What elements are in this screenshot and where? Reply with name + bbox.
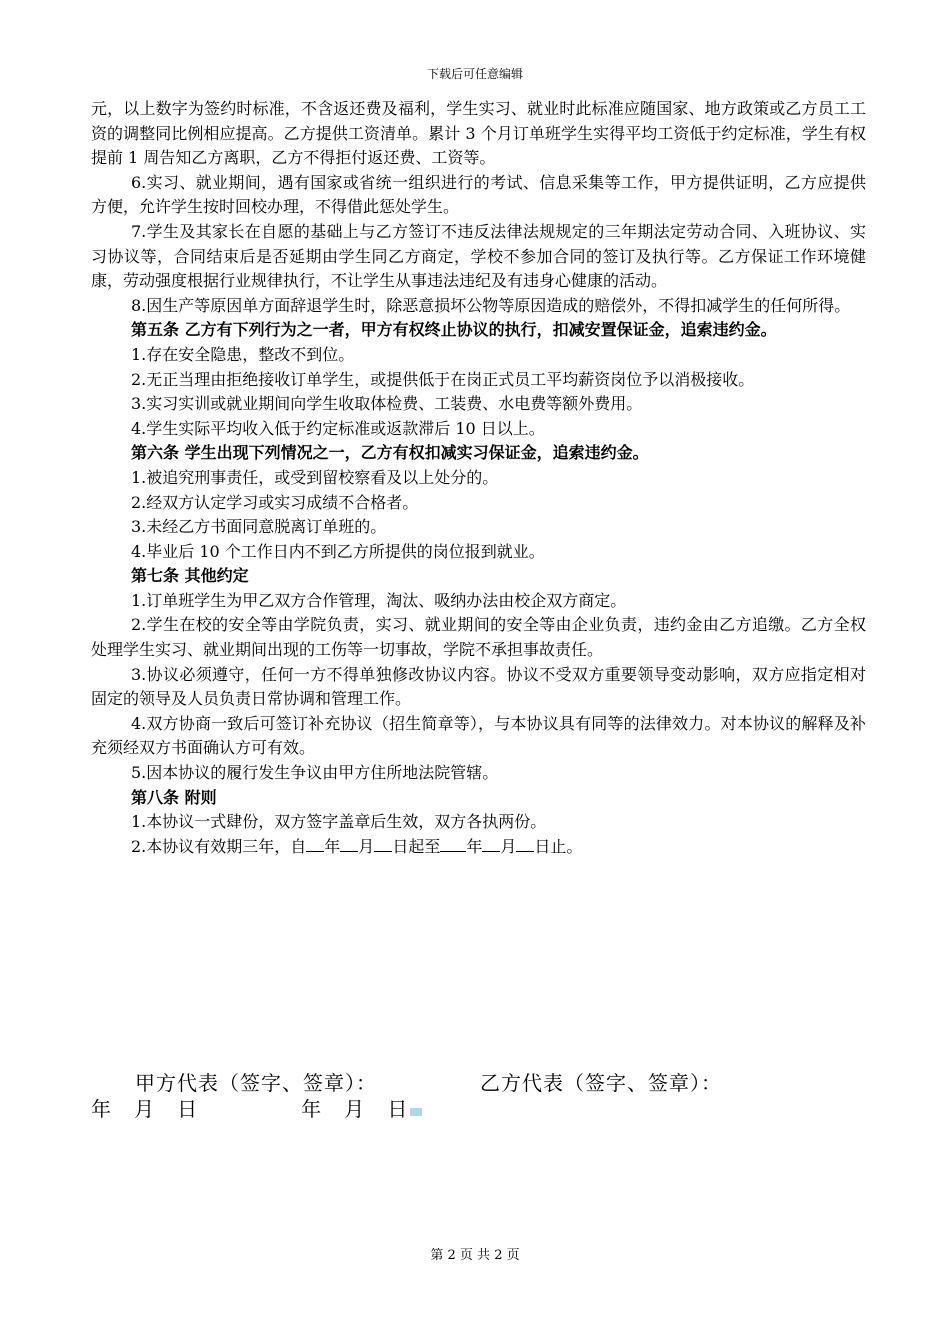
validity-day-to-label: 日止。: [534, 836, 583, 856]
party-b-date-year: 年: [301, 1097, 323, 1121]
article-7-heading: 第七条 其他约定: [131, 566, 249, 586]
paragraph-item-8: 8.因生产等原因单方面辞退学生时，除恶意损坏公物等原因造成的赔偿外，不得扣减学生的任何所得。: [131, 295, 851, 315]
blank-end-year: [440, 851, 466, 852]
article-8-heading: 第八条 附则: [131, 787, 217, 807]
article-5-item-4: 4.学生实际平均收入低于约定标准或返款滞后 10 日以上。: [131, 418, 545, 438]
validity-end-year-label: 年: [466, 836, 483, 856]
paragraph-item-6: 6.实习、就业期间，遇有国家或省统一组织进行的考试、信息采集等工作，甲方提供证明，乙方应提供方便，允许学生按时回校办理，不得借此惩处学生。: [91, 172, 866, 217]
text-cursor: [410, 1108, 422, 1116]
validity-prefix: 2.本协议有效期三年，自: [131, 836, 307, 856]
article-6-item-3: 3.未经乙方书面同意脱离订单班的。: [131, 517, 387, 537]
paragraph-item-7: 7.学生及其家长在自愿的基础上与乙方签订不违反法律法规规定的三年期法定劳动合同、入班协议、实习协议等，合同结束后是否延期由学生同乙方商定，学校不参加合同的签订及执行等。乙方保证工作环境健康，劳动强度根据行业规律执行，不让学生从事违法违纪及有违身心健康的活动。: [91, 221, 866, 291]
party-a-signature-label: 甲方代表（签字、签章）：: [135, 1071, 377, 1095]
article-6-heading: 第六条 学生出现下列情况之一，乙方有权扣减实习保证金，追索违约金。: [131, 443, 649, 463]
article-6-item-1: 1.被追究刑事责任，或受到留校察看及以上处分的。: [131, 467, 499, 487]
signature-block: [91, 1070, 871, 1122]
party-a-date-day: 日: [177, 1097, 199, 1121]
article-7-item-4: 4.双方协商一致后可签订补充协议（招生简章等），与本协议具有同等的法律效力。对本协议的解释及补充须经双方书面确认方可有效。: [91, 713, 866, 758]
page-footer: 第 2 页 共 2 页: [430, 1248, 520, 1263]
article-8-item-2: [91, 835, 866, 860]
blank-end-day: [516, 851, 534, 852]
article-7-item-5: 5.因本协议的履行发生争议由甲方住所地法院管辖。: [131, 763, 499, 783]
validity-day-from-label: 日起至: [392, 836, 441, 856]
article-6-item-2: 2.经双方认定学习或实习成绩不合格者。: [131, 492, 419, 512]
article-5-heading: 第五条 乙方有下列行为之一者，甲方有权终止协议的执行，扣减安置保证金，追索违约金。: [131, 320, 777, 340]
validity-month-label: 月: [358, 836, 375, 856]
validity-end-month-label: 月: [500, 836, 517, 856]
article-8-item-1: 1.本协议一式肆份，双方签字盖章后生效，双方各执两份。: [131, 812, 547, 832]
party-b-date-month: 月: [344, 1097, 366, 1121]
party-a-date-year: 年: [91, 1097, 112, 1121]
article-5-item-1: 1.存在安全隐患，整改不到位。: [131, 344, 355, 364]
blank-start-year: [306, 851, 324, 852]
validity-year-label: 年: [324, 836, 341, 856]
article-7-item-1: 1.订单班学生为甲乙双方合作管理，淘汰、吸纳办法由校企双方商定。: [131, 590, 627, 610]
party-b-signature-label: 乙方代表（签字、签章）：: [480, 1071, 723, 1095]
article-7-item-3: 3.协议必须遵守，任何一方不得单独修改协议内容。协议不受双方重要领导变动影响，双方应指定相对固定的领导及人员负责日常协调和管理工作。: [91, 664, 866, 709]
article-5-item-3: 3.实习实训或就业期间向学生收取体检费、工装费、水电费等额外费用。: [131, 394, 643, 414]
article-6-item-4: 4.毕业后 10 个工作日内不到乙方所提供的岗位报到就业。: [131, 541, 545, 561]
blank-start-day: [374, 851, 392, 852]
blank-end-month: [482, 851, 500, 852]
article-5-item-2: 2.无正当理由拒绝接收订单学生，或提供低于在岗正式员工平均薪资岗位予以消极接收。: [131, 369, 755, 389]
party-b-date-day: 日: [387, 1097, 409, 1121]
document-body: [91, 97, 866, 859]
blank-start-month: [340, 851, 358, 852]
page-header: 下载后可任意编辑: [426, 67, 523, 81]
article-7-item-2: 2.学生在校的安全等由学院负责，实习、就业期间的安全等由企业负责，违约金由乙方追缴。乙方全权处理学生实习、就业期间出现的工伤等一切事故，学院不承担事故责任。: [91, 615, 866, 660]
paragraph-wage-continuation: 元，以上数字为签约时标准，不含返还费及福利，学生实习、就业时此标准应随国家、地方政策或乙方员工工资的调整同比例相应提高。乙方提供工资清单。累计 3 个月订单班学生实得平均工资低于约定标准，学生有权提前 1 周告知乙方离职，乙方不得拒付返还费、工资等。: [91, 99, 866, 168]
party-a-date-month: 月: [134, 1097, 156, 1121]
